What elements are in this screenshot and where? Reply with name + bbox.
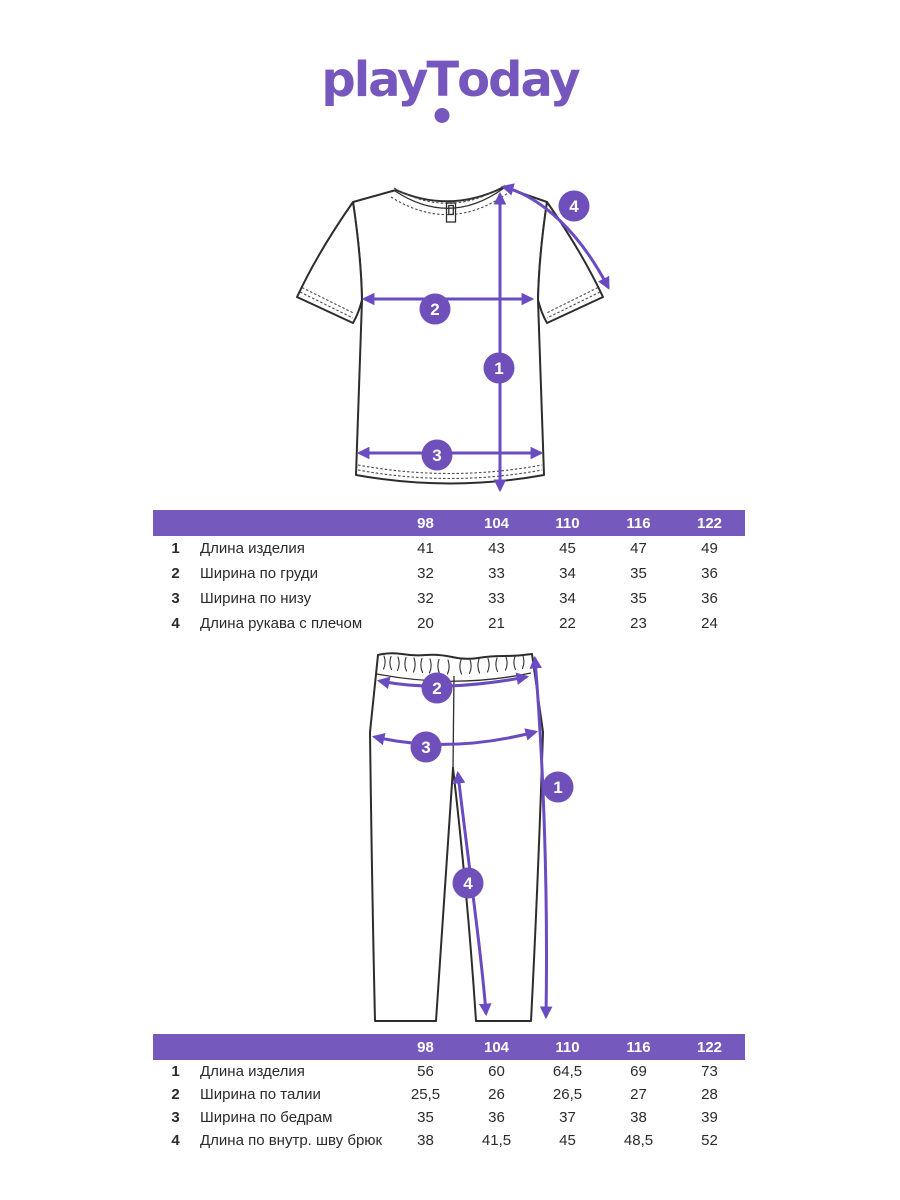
- size-column-header: 122: [696, 514, 723, 532]
- size-column-header: 98: [417, 1038, 434, 1056]
- measure-value: 56: [417, 1063, 434, 1080]
- table-row: [153, 1106, 745, 1129]
- measure-value: 26: [488, 1086, 505, 1103]
- logo-text-oday: oday: [457, 52, 579, 108]
- measure-value: 36: [488, 1109, 505, 1126]
- row-number: 2: [171, 565, 180, 582]
- tshirt-body-outline: [353, 187, 547, 484]
- measure-label: Длина изделия: [200, 540, 305, 557]
- size-column-header: 122: [696, 1038, 723, 1056]
- measure-value: 47: [630, 540, 647, 557]
- pants-measurement-diagram: [280, 640, 630, 1040]
- measure-marker-2: [420, 294, 451, 325]
- row-number: 3: [171, 590, 180, 607]
- size-column-header: 104: [483, 514, 510, 532]
- measure-value: 41: [417, 540, 434, 557]
- measure-label: Ширина по бедрам: [200, 1109, 333, 1126]
- pants-waist-top-edge: [378, 653, 532, 659]
- size-column-header: 104: [483, 1038, 510, 1056]
- pants-size-table: [153, 1034, 745, 1152]
- measure-value: 32: [417, 565, 434, 582]
- measure-value: 24: [701, 615, 718, 632]
- row-number: 1: [171, 1063, 180, 1080]
- pants-left-leg-outline: [370, 655, 453, 1021]
- table-row: [153, 1083, 745, 1106]
- svg-text:4: 4: [463, 874, 473, 893]
- shirt-size-table: [153, 510, 745, 636]
- measure-value: 34: [559, 565, 576, 582]
- measure-value: 49: [701, 540, 718, 557]
- measure-marker-3: [422, 440, 453, 471]
- logo-text-play: play: [321, 52, 427, 108]
- row-number: 3: [171, 1109, 180, 1126]
- row-number: 1: [171, 540, 180, 557]
- table-row: [153, 1060, 745, 1083]
- measure-marker-4: [453, 868, 484, 899]
- table-row: [153, 586, 745, 611]
- measure-value: 36: [701, 590, 718, 607]
- size-table-header: [153, 510, 745, 536]
- measure-value: 35: [630, 590, 647, 607]
- measure-value: 45: [559, 540, 576, 557]
- measure-value: 27: [630, 1086, 647, 1103]
- measure-value: 25,5: [410, 1086, 441, 1103]
- pants-center-seam: [453, 676, 454, 768]
- measure-value: 20: [417, 615, 434, 632]
- measure-label: Ширина по талии: [200, 1086, 321, 1103]
- measure-value: 26,5: [552, 1086, 583, 1103]
- measure-value: 36: [701, 565, 718, 582]
- measure-label: Длина рукава с плечом: [200, 615, 363, 632]
- table-row: [153, 611, 745, 636]
- measure-value: 22: [559, 615, 576, 632]
- size-column-header: 110: [555, 514, 580, 532]
- svg-text:4: 4: [569, 197, 579, 216]
- measure-value: 43: [488, 540, 505, 557]
- size-column-header: 98: [417, 514, 434, 532]
- measure-value: 21: [488, 615, 505, 632]
- measure-value: 38: [417, 1132, 434, 1149]
- measure-value: 35: [417, 1109, 434, 1126]
- measure-value: 35: [630, 565, 647, 582]
- logo-dot-icon: [434, 108, 449, 123]
- row-number: 4: [171, 615, 180, 632]
- measure-value: 41,5: [481, 1132, 512, 1149]
- size-column-header: 116: [626, 514, 651, 532]
- size-column-header: 116: [626, 1038, 651, 1056]
- svg-text:3: 3: [432, 446, 442, 465]
- row-number: 2: [171, 1086, 180, 1103]
- measure-value: 23: [630, 615, 647, 632]
- svg-text:3: 3: [421, 738, 431, 757]
- table-row: [153, 561, 745, 586]
- svg-text:1: 1: [553, 778, 563, 797]
- measure-value: 28: [701, 1086, 718, 1103]
- measure-value: 38: [630, 1109, 647, 1126]
- svg-text:2: 2: [430, 300, 440, 319]
- measure-marker-2: [422, 673, 453, 704]
- svg-text:1: 1: [494, 359, 504, 378]
- table-row: [153, 1129, 745, 1152]
- measure-marker-1: [543, 772, 574, 803]
- tshirt-measurement-diagram: [280, 170, 630, 510]
- measure-label: Ширина по груди: [200, 565, 319, 582]
- measure-value: 48,5: [623, 1132, 654, 1149]
- logo-letter-t: T: [426, 56, 457, 104]
- measure-label: Длина по внутр. шву брюк: [200, 1132, 383, 1149]
- size-column-header: 110: [555, 1038, 580, 1056]
- measure-value: 39: [701, 1109, 718, 1126]
- measure-label: Ширина по низу: [200, 590, 312, 607]
- measure-value: 60: [488, 1063, 505, 1080]
- row-number: 4: [171, 1132, 180, 1149]
- brand-logo: [0, 52, 900, 108]
- measure-marker-3: [411, 732, 442, 763]
- measure-value: 64,5: [552, 1063, 583, 1080]
- measure-value: 32: [417, 590, 434, 607]
- measure-value: 37: [559, 1109, 576, 1126]
- measure-value: 33: [488, 590, 505, 607]
- measure-value: 52: [701, 1132, 718, 1149]
- size-table-header: [153, 1034, 745, 1060]
- measure-label: Длина изделия: [200, 1063, 305, 1080]
- measure-value: 45: [559, 1132, 576, 1149]
- measure-marker-4: [559, 191, 590, 222]
- measure-value: 73: [701, 1063, 718, 1080]
- measure-marker-1: [484, 353, 515, 384]
- tshirt-left-sleeve: [297, 202, 362, 323]
- measure-value: 69: [630, 1063, 647, 1080]
- measure-arrow-3: [375, 732, 535, 744]
- svg-text:2: 2: [432, 679, 442, 698]
- measure-value: 34: [559, 590, 576, 607]
- table-row: [153, 536, 745, 561]
- waistband-wrinkles: [384, 656, 524, 674]
- measure-value: 33: [488, 565, 505, 582]
